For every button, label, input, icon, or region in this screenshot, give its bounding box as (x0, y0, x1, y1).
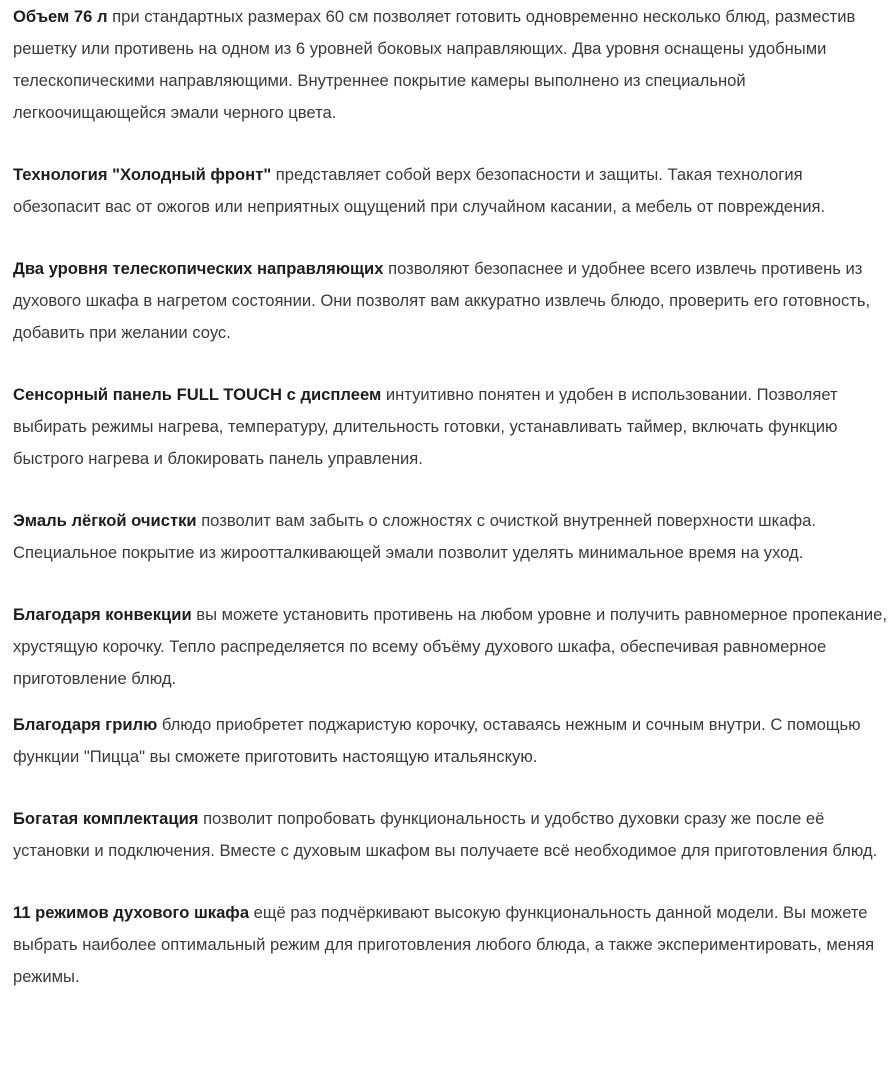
paragraph-grill (13, 709, 887, 773)
paragraph-text: ещё раз подчёркивают высокую функциональность данной модели. Вы можете выбрать наиболее оптимальный режим для приготовления любого блюда, а также экспериментировать, меняя режимы. (13, 903, 875, 986)
paragraph-text: вы можете установить противень на любом уровне и получить равномерное пропекание, хрустящую корочку. Тепло распределяется по всему объёму духового шкафа, обеспечивая равномерное приготовление блюд. (13, 605, 887, 688)
paragraph-text: позволит попробовать функциональность и удобство духовки сразу же после её установки и подключения. Вместе с духовым шкафом вы получаете всё необходимое для приготовления блюд. (13, 809, 878, 860)
paragraph-text: при стандартных размерах 60 см позволяет готовить одновременно несколько блюд, разместив решетку или противень на одном из 6 уровней боковых направляющих. Два уровня оснащены удобными телескопическими направляющими. Внутреннее покрытие камеры выполнено из специальной легкоочищающейся эмали черного цвета. (13, 7, 856, 122)
paragraph-text: представляет собой верх безопасности и защиты. Такая технология обезопасит вас от ожогов или неприятных ощущений при случайном касании, а мебель от повреждения. (13, 165, 826, 216)
paragraph-heading: Технология "Холодный фронт" (13, 165, 272, 184)
paragraph-heading: Благодаря конвекции (13, 605, 192, 624)
paragraph-heading: Эмаль лёгкой очистки (13, 511, 197, 530)
paragraph-convection (13, 599, 887, 695)
paragraph-text: позволяют безопаснее и удобнее всего извлечь противень из духового шкафа в нагретом состоянии. Они позволят вам аккуратно извлечь блюдо, проверить его готовность, добавить при желании соус. (13, 259, 871, 342)
paragraph-heading: Объем 76 л (13, 7, 108, 26)
paragraph-heading: 11 режимов духового шкафа (13, 903, 250, 922)
paragraph-text: блюдо приобретет поджаристую корочку, оставаясь нежным и сочным внутри. С помощью функции "Пицца" вы сможете приготовить настоящую итальянскую. (13, 715, 861, 766)
paragraph-equipment (13, 803, 887, 867)
paragraph-text: позволит вам забыть о сложностях с очисткой внутренней поверхности шкафа. Специальное покрытие из жироотталкивающей эмали позволит уделять минимальное время на уход. (13, 511, 816, 562)
paragraph-volume (13, 1, 887, 129)
paragraph-cold-front (13, 159, 887, 223)
paragraph-heading: Богатая комплектация (13, 809, 199, 828)
paragraph-telescopic-rails (13, 253, 887, 349)
paragraph-heading: Сенсорный панель FULL TOUCH с дисплеем (13, 385, 382, 404)
paragraph-touch-panel (13, 379, 887, 475)
paragraph-easy-clean-enamel (13, 505, 887, 569)
paragraph-text: интуитивно понятен и удобен в использовании. Позволяет выбирать режимы нагрева, температуру, длительность готовки, устанавливать таймер, включать функцию быстрого нагрева и блокировать панель управления. (13, 385, 838, 468)
paragraph-heading: Благодаря грилю (13, 715, 158, 734)
paragraph-heading: Два уровня телескопических направляющих (13, 259, 384, 278)
paragraph-modes (13, 897, 887, 993)
